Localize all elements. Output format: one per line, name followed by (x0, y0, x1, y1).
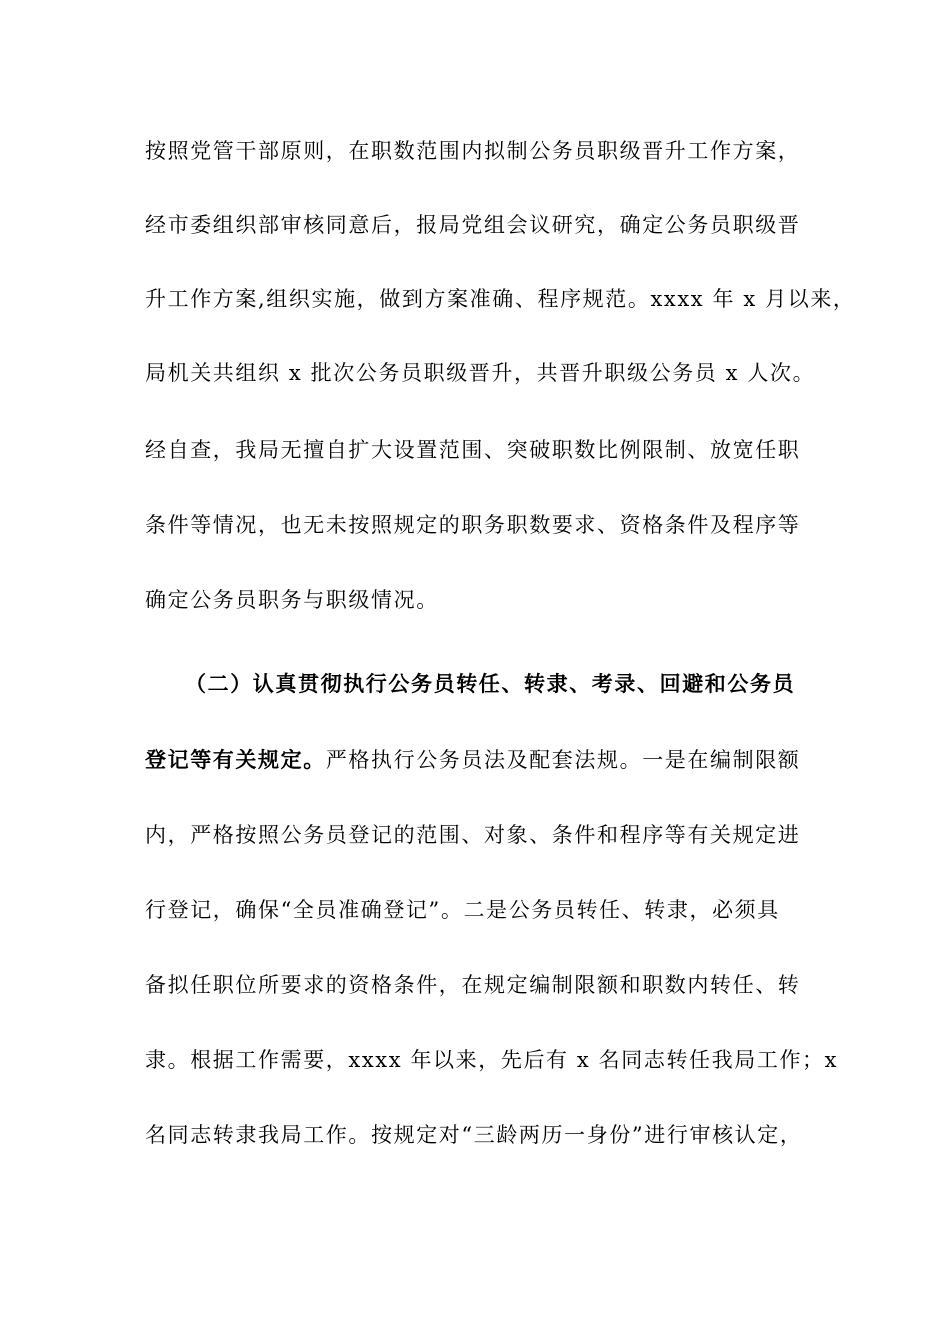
paragraph-line: 确定公务员职务与职级情况。 (145, 588, 439, 612)
paragraph-line: 内，严格按照公务员登记的范围、对象、条件和程序等有关规定进 (145, 823, 801, 847)
paragraph-line: 经自查，我局无擅自扩大设置范围、突破职数比例限制、放宽任职 (145, 438, 801, 462)
paragraph-line (145, 743, 835, 777)
paragraph-line: 备拟任职位所要求的资格条件，在规定编制限额和职数内转任、转 (145, 973, 801, 997)
paragraph-line: 按照党管干部原则，在职数范围内拟制公务员职级晋升工作方案， (145, 139, 801, 163)
section-heading: （二）认真贯彻执行公务员转任、转隶、考录、回避和公务员 (185, 671, 796, 696)
paragraph-line: 局机关共组织 x 批次公务员职级晋升，共晋升职级公务员 x 人次。 (145, 361, 816, 385)
paragraph-line: 升工作方案,组织实施，做到方案准确、程序规范。xxxx 年 x 月以来， (145, 287, 856, 311)
paragraph-line: 名同志转隶我局工作。按规定对“三龄两历一身份”进行审核认定， (145, 1123, 803, 1147)
paragraph-line: 行登记，确保“全员准确登记”。二是公务员转任、转隶，必须具 (145, 898, 780, 922)
paragraph-line: 隶。根据工作需要，xxxx 年以来，先后有 x 名同志转任我局工作；x (145, 1048, 839, 1072)
section-heading-end: 登记等有关规定。 (145, 747, 326, 772)
paragraph-line: 经市委组织部审核同意后，报局党组会议研究，确定公务员职级晋 (145, 213, 801, 237)
paragraph-line: 条件等情况，也无未按照规定的职务职数要求、资格条件及程序等 (145, 513, 801, 537)
paragraph-text: 严格执行公务员法及配套法规。一是在编制限额 (325, 748, 801, 772)
